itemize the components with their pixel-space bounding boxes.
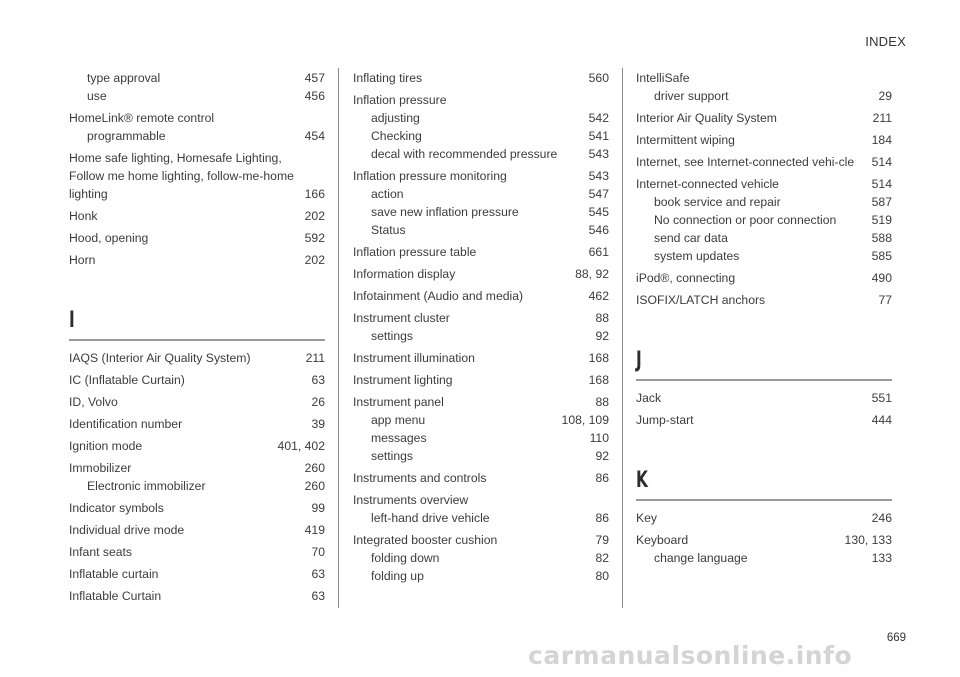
- entry-page: 514: [871, 155, 892, 169]
- index-entry-main: [353, 531, 609, 549]
- entry-text: decal with recommended pressure: [371, 147, 558, 161]
- index-entry-main: [69, 393, 325, 411]
- entry-text: Integrated booster cushion: [353, 533, 498, 547]
- entry-page: 546: [588, 223, 609, 237]
- index-column-1: [69, 69, 325, 609]
- entry-page: 454: [304, 129, 325, 143]
- entry-text: Infotainment (Audio and media): [353, 289, 524, 303]
- index-entry-main: [69, 371, 325, 389]
- entry-page: 99: [311, 501, 325, 515]
- index-entry-main: [636, 291, 892, 309]
- index-entry: [353, 371, 609, 389]
- entry-page: 168: [588, 351, 609, 365]
- index-entry-main: [353, 265, 609, 283]
- index-entry-main: [636, 69, 892, 87]
- entry-text: Indicator symbols: [69, 501, 164, 515]
- entry-text: app menu: [371, 413, 426, 427]
- index-entry: [69, 437, 325, 455]
- entry-page: 79: [595, 533, 609, 547]
- entry-page: 547: [588, 187, 609, 201]
- index-subentry: [353, 221, 609, 239]
- index-entry: [353, 469, 609, 487]
- entry-text: send car data: [654, 231, 728, 245]
- entry-text: ID, Volvo: [69, 395, 118, 409]
- section-rule: [636, 379, 892, 381]
- index-entry: [353, 287, 609, 305]
- entry-page: 77: [878, 293, 892, 307]
- index-entry: [353, 91, 609, 163]
- index-entry: [636, 153, 892, 171]
- entry-text: Jump-start: [636, 413, 694, 427]
- entry-page: 545: [588, 205, 609, 219]
- entry-page: 92: [595, 449, 609, 463]
- watermark: carmanualsonline.info: [528, 641, 853, 670]
- index-column-2: [353, 69, 609, 589]
- index-entry-main: [69, 565, 325, 583]
- index-entry-main: [636, 131, 892, 149]
- entry-page: 86: [595, 471, 609, 485]
- entry-text: Honk: [69, 209, 98, 223]
- entry-text: Individual drive mode: [69, 523, 185, 537]
- entry-page: 82: [595, 551, 609, 565]
- entry-text: ISOFIX/LATCH anchors: [636, 293, 766, 307]
- entry-text: Immobilizer: [69, 461, 132, 475]
- index-entry-main: [353, 469, 609, 487]
- index-entry-main: [69, 587, 325, 605]
- entry-page: 246: [871, 511, 892, 525]
- entry-text: Intermittent wiping: [636, 133, 735, 147]
- entry-page: 63: [311, 589, 325, 603]
- entry-page: 457: [304, 71, 325, 85]
- entry-page: 29: [878, 89, 892, 103]
- index-entry-main: [69, 251, 325, 269]
- letter-section-header: [636, 469, 892, 501]
- index-entry: [353, 265, 609, 283]
- index-entry-main: [353, 69, 609, 87]
- entry-page: 587: [871, 195, 892, 209]
- entry-text: Inflation pressure: [353, 93, 447, 107]
- entry-text: IC (Inflatable Curtain): [69, 373, 185, 387]
- entry-page: 70: [311, 545, 325, 559]
- entry-page: 63: [311, 567, 325, 581]
- index-subentry: [353, 109, 609, 127]
- index-entry-main: [69, 521, 325, 539]
- index-entry: [353, 393, 609, 465]
- entry-page: 419: [304, 523, 325, 537]
- entry-text: Hood, opening: [69, 231, 149, 245]
- entry-text: settings: [371, 449, 414, 463]
- entry-text: Instrument cluster: [353, 311, 450, 325]
- index-entry: [636, 131, 892, 149]
- index-subentry: [636, 247, 892, 265]
- entry-text: change language: [654, 551, 748, 565]
- index-entry-main: [353, 287, 609, 305]
- entry-page: 543: [588, 169, 609, 183]
- index-entry: [69, 371, 325, 389]
- index-subentry: [353, 447, 609, 465]
- entry-text: Home safe lighting, Homesafe Lighting, Follow me home lighting, follow-me-home lighting: [69, 151, 294, 201]
- entry-page: 542: [588, 111, 609, 125]
- section-letter: K: [636, 468, 648, 493]
- index-entry-main: [69, 229, 325, 247]
- entry-page: 260: [304, 461, 325, 475]
- entry-text: folding down: [371, 551, 440, 565]
- entry-text: Instrument lighting: [353, 373, 453, 387]
- index-entry: [636, 109, 892, 127]
- entry-text: Interior Air Quality System: [636, 111, 777, 125]
- index-entry: [636, 411, 892, 429]
- index-entry: [353, 491, 609, 527]
- entry-page: 541: [588, 129, 609, 143]
- index-entry: [353, 531, 609, 585]
- entry-text: folding up: [371, 569, 424, 583]
- index-entry-main: [353, 91, 609, 109]
- index-entry-main: [69, 149, 325, 203]
- index-entry: [69, 499, 325, 517]
- index-entry-main: [69, 207, 325, 225]
- index-entry: [353, 69, 609, 87]
- index-entry-main: [353, 167, 609, 185]
- entry-text: Infant seats: [69, 545, 133, 559]
- entry-text: adjusting: [371, 111, 420, 125]
- entry-text: Internet-connected vehicle: [636, 177, 779, 191]
- entry-text: Horn: [69, 253, 96, 267]
- index-entry: [636, 389, 892, 407]
- index-entry: [69, 459, 325, 495]
- index-subentry: [69, 127, 325, 145]
- entry-text: Instrument illumination: [353, 351, 475, 365]
- entry-text: messages: [371, 431, 427, 445]
- section-letter: I: [69, 308, 75, 333]
- entry-page: 211: [305, 351, 325, 365]
- index-entry-main: [636, 175, 892, 193]
- index-entry: [69, 349, 325, 367]
- entry-page: 543: [588, 147, 609, 161]
- entry-page: 86: [595, 511, 609, 525]
- entry-page: 462: [588, 289, 609, 303]
- entry-page: 585: [871, 249, 892, 263]
- entry-text: left-hand drive vehicle: [371, 511, 490, 525]
- index-subentry: [353, 127, 609, 145]
- index-entry: [69, 251, 325, 269]
- entry-text: Information display: [353, 267, 456, 281]
- index-subentry: [353, 429, 609, 447]
- entry-page: 26: [311, 395, 325, 409]
- index-entry-main: [636, 531, 892, 549]
- entry-page: 202: [304, 209, 325, 223]
- index-entry: [69, 149, 325, 203]
- entry-page: 92: [595, 329, 609, 343]
- entry-page: 110: [589, 431, 609, 445]
- index-entry: [636, 175, 892, 265]
- entry-page: 519: [871, 213, 892, 227]
- entry-text: Instruments overview: [353, 493, 469, 507]
- index-entry: [69, 69, 325, 105]
- entry-text: book service and repair: [654, 195, 781, 209]
- index-entry: [636, 509, 892, 527]
- index-entry-main: [636, 509, 892, 527]
- letter-section-header: [69, 309, 325, 341]
- index-subentry: [636, 211, 892, 229]
- index-entry-main: [353, 393, 609, 411]
- entry-page: 133: [871, 551, 892, 565]
- index-entry: [636, 531, 892, 567]
- entry-text: system updates: [654, 249, 740, 263]
- index-entry-main: [636, 109, 892, 127]
- entry-text: driver support: [654, 89, 729, 103]
- entry-page: 401, 402: [277, 439, 325, 453]
- index-entry: [69, 543, 325, 561]
- index-entry-main: [353, 309, 609, 327]
- index-entry: [353, 309, 609, 345]
- entry-text: Inflating tires: [353, 71, 423, 85]
- entry-text: Checking: [371, 129, 422, 143]
- entry-text: type approval: [87, 71, 161, 85]
- index-entry: [69, 207, 325, 225]
- index-subentry: [636, 229, 892, 247]
- index-subentry: [353, 145, 609, 163]
- section-rule: [636, 499, 892, 501]
- index-subentry: [636, 549, 892, 567]
- entry-text: IAQS (Interior Air Quality System): [69, 351, 251, 365]
- entry-page: 211: [872, 111, 892, 125]
- entry-text: Inflatable Curtain: [69, 589, 162, 603]
- column-divider: [338, 68, 339, 608]
- index-entry-main: [69, 543, 325, 561]
- entry-text: Inflation pressure table: [353, 245, 477, 259]
- index-entry: [69, 109, 325, 145]
- entry-page: 490: [871, 271, 892, 285]
- index-entry-main: [353, 491, 609, 509]
- index-entry-main: [69, 109, 325, 127]
- entry-text: Jack: [636, 391, 662, 405]
- index-entry-main: [69, 349, 325, 367]
- index-entry: [353, 167, 609, 239]
- entry-text: Identification number: [69, 417, 183, 431]
- entry-page: 63: [311, 373, 325, 387]
- index-entry-main: [69, 499, 325, 517]
- index-column-3: [636, 69, 892, 571]
- entry-page: 514: [871, 177, 892, 191]
- index-entry-main: [636, 411, 892, 429]
- index-entry-main: [69, 459, 325, 477]
- entry-text: Key: [636, 511, 658, 525]
- entry-text: Instrument panel: [353, 395, 444, 409]
- entry-page: 260: [304, 479, 325, 493]
- index-entry-main: [353, 243, 609, 261]
- index-entry-main: [353, 349, 609, 367]
- index-subentry: [69, 69, 325, 87]
- index-entry: [69, 521, 325, 539]
- entry-page: 166: [304, 187, 325, 201]
- index-subentry: [636, 193, 892, 211]
- section-rule: [69, 339, 325, 341]
- entry-text: use: [87, 89, 107, 103]
- entry-text: programmable: [87, 129, 166, 143]
- index-entry: [69, 415, 325, 433]
- entry-page: 130, 133: [844, 533, 892, 547]
- index-entry-main: [69, 437, 325, 455]
- index-entry-main: [636, 153, 892, 171]
- entry-text: Internet, see Internet-connected vehi-cle: [636, 155, 855, 169]
- entry-text: HomeLink® remote control: [69, 111, 215, 125]
- entry-page: 661: [588, 245, 609, 259]
- entry-text: save new inflation pressure: [371, 205, 519, 219]
- index-subentry: [353, 185, 609, 203]
- entry-page: 560: [588, 71, 609, 85]
- index-entry: [636, 69, 892, 105]
- entry-text: Instruments and controls: [353, 471, 487, 485]
- entry-page: 551: [871, 391, 892, 405]
- index-subentry: [353, 509, 609, 527]
- index-entry: [69, 393, 325, 411]
- entry-page: 592: [304, 231, 325, 245]
- index-subentry: [353, 411, 609, 429]
- index-entry-main: [353, 371, 609, 389]
- entry-page: 88: [595, 395, 609, 409]
- entry-page: 168: [588, 373, 609, 387]
- column-divider: [622, 68, 623, 608]
- index-entry: [69, 587, 325, 605]
- index-entry-main: [69, 415, 325, 433]
- entry-page: 588: [871, 231, 892, 245]
- index-subentry: [69, 87, 325, 105]
- entry-text: Ignition mode: [69, 439, 143, 453]
- entry-page: 39: [311, 417, 325, 431]
- index-subentry: [636, 87, 892, 105]
- index-subentry: [353, 327, 609, 345]
- entry-text: Inflation pressure monitoring: [353, 169, 507, 183]
- entry-text: Inflatable curtain: [69, 567, 159, 581]
- entry-text: settings: [371, 329, 414, 343]
- index-entry: [69, 229, 325, 247]
- index-subentry: [353, 549, 609, 567]
- index-entry-main: [636, 269, 892, 287]
- index-subentry: [69, 477, 325, 495]
- index-entry: [636, 269, 892, 287]
- entry-page: 88, 92: [575, 267, 609, 281]
- index-subentry: [353, 567, 609, 585]
- index-entry: [69, 565, 325, 583]
- entry-text: Keyboard: [636, 533, 689, 547]
- entry-text: Electronic immobilizer: [87, 479, 206, 493]
- index-entry: [636, 291, 892, 309]
- entry-page: 80: [595, 569, 609, 583]
- index-subentry: [353, 203, 609, 221]
- entry-page: 444: [871, 413, 892, 427]
- entry-page: 88: [595, 311, 609, 325]
- entry-text: No connection or poor connection: [654, 213, 837, 227]
- entry-text: Status: [371, 223, 406, 237]
- entry-page: 202: [304, 253, 325, 267]
- entry-page: 184: [871, 133, 892, 147]
- page-number: 669: [886, 632, 906, 644]
- section-letter: J: [636, 348, 642, 373]
- running-header: INDEX: [865, 34, 906, 49]
- entry-text: IntelliSafe: [636, 71, 690, 85]
- entry-text: action: [371, 187, 404, 201]
- entry-page: 108, 109: [561, 413, 609, 427]
- letter-section-header: [636, 349, 892, 381]
- index-entry-main: [636, 389, 892, 407]
- index-entry: [353, 243, 609, 261]
- index-entry: [353, 349, 609, 367]
- entry-page: 456: [304, 89, 325, 103]
- entry-text: iPod®, connecting: [636, 271, 736, 285]
